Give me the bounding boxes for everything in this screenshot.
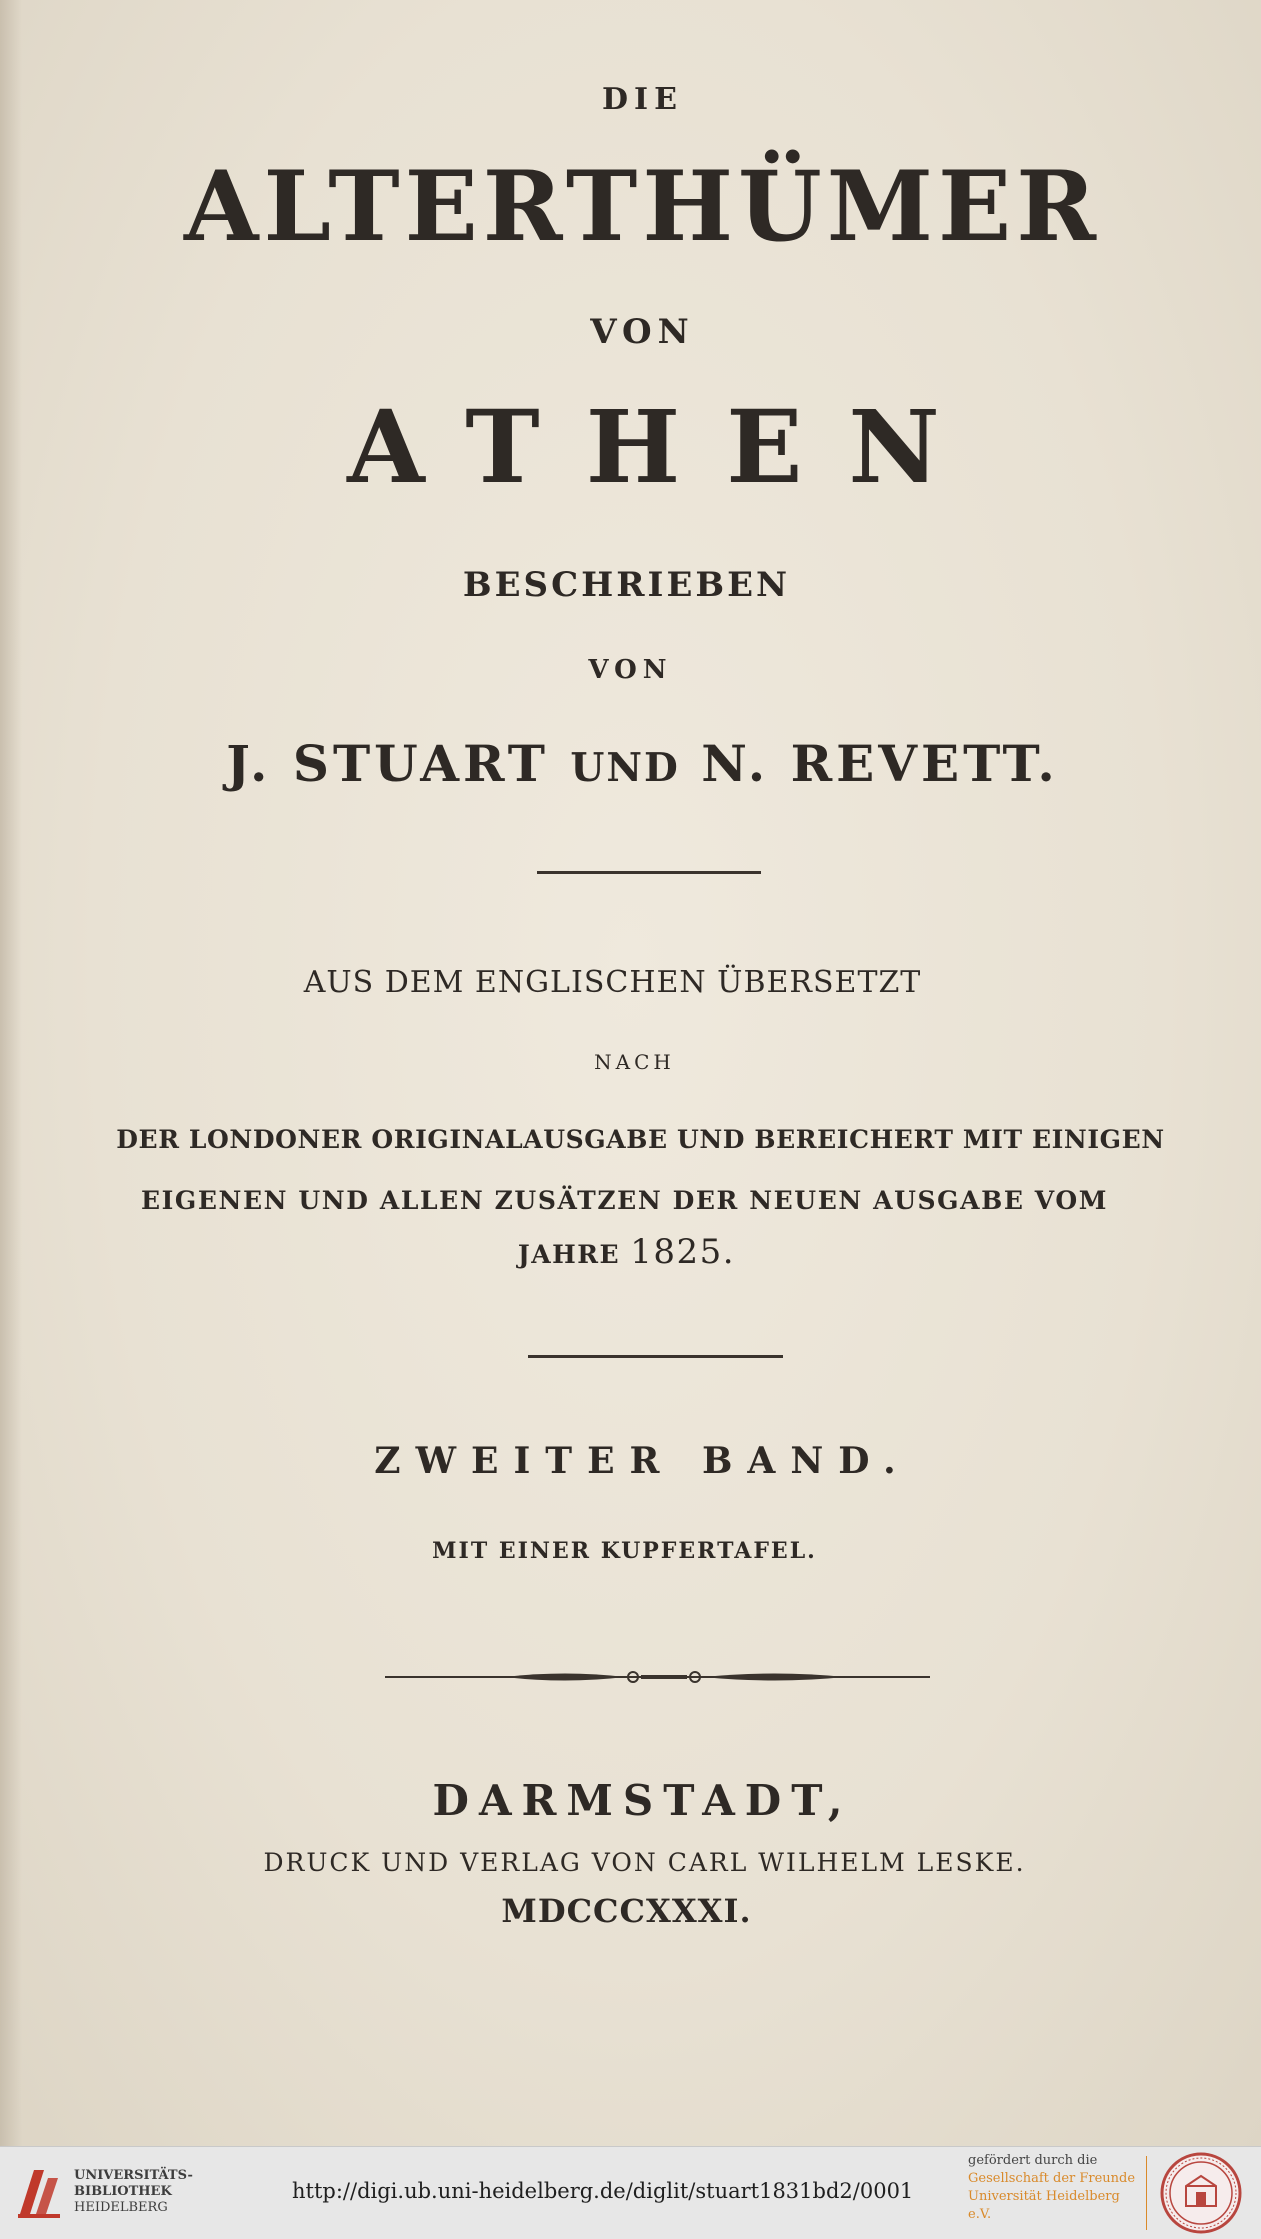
author-stuart: J. STUART — [226, 734, 549, 793]
library-line-1: UNIVERSITÄTS- — [74, 2168, 193, 2183]
permalink-url[interactable]: http://digi.ub.uni-heidelberg.de/diglit/stuart1831bd2/0001 — [292, 2179, 914, 2203]
edition-line-2: EIGENEN UND ALLEN ZUSÄTZEN DER NEUEN AUSGABE VOM — [140, 1186, 1109, 1215]
library-line-2: BIBLIOTHEK — [74, 2184, 172, 2199]
authors — [12, 734, 1261, 793]
von-authors: VON — [588, 655, 673, 685]
volume-line: ZWEITER BAND. — [374, 1440, 911, 1482]
year-roman: MDCCCXXXI. — [501, 1892, 752, 1930]
nach-line: NACH — [594, 1050, 675, 1074]
title-von: VON — [590, 312, 695, 352]
sponsor-divider — [1146, 2156, 1147, 2230]
sponsor-org-line-2: Universität Heidelberg e.V. — [968, 2189, 1120, 2222]
divider-rule-2 — [528, 1355, 783, 1358]
divider-rule-1 — [537, 871, 761, 874]
edition-line-3 — [0, 1232, 1257, 1272]
publisher-line: DRUCK UND VERLAG VON CARL WILHELM LESKE. — [263, 1848, 1026, 1877]
library-name — [74, 2168, 193, 2216]
author-und: UND — [570, 745, 680, 791]
edition-line-1: DER LONDONER ORIGINALAUSGABE UND BEREICHERT MIT EINIGEN — [116, 1125, 1165, 1154]
ub-heidelberg-logo-icon[interactable] — [14, 2164, 66, 2220]
title-alterthuemer: ALTERTHÜMER — [184, 150, 1101, 263]
university-seal-icon[interactable] — [1160, 2152, 1242, 2234]
title-die: DIE — [602, 82, 683, 117]
city-line: DARMSTADT, — [432, 1776, 853, 1825]
beschrieben: BESCHRIEBEN — [462, 565, 791, 605]
ornamental-rule — [385, 1662, 930, 1692]
sponsor-credit — [968, 2152, 1138, 2224]
sponsor-pre: gefördert durch die — [968, 2153, 1098, 2168]
sponsor-org-line-1: Gesellschaft der Freunde — [968, 2171, 1136, 2186]
plates-line: MIT EINER KUPFERTAFEL. — [432, 1538, 817, 1564]
author-revett: N. REVETT. — [701, 734, 1059, 793]
edition-year: 1825. — [630, 1232, 736, 1272]
translated-line: AUS DEM ENGLISCHEN ÜBERSETZT — [303, 965, 922, 1000]
library-line-3: HEIDELBERG — [74, 2200, 168, 2215]
title-athen: ATHEN — [347, 388, 986, 506]
edition-jahre: JAHRE — [517, 1240, 621, 1269]
